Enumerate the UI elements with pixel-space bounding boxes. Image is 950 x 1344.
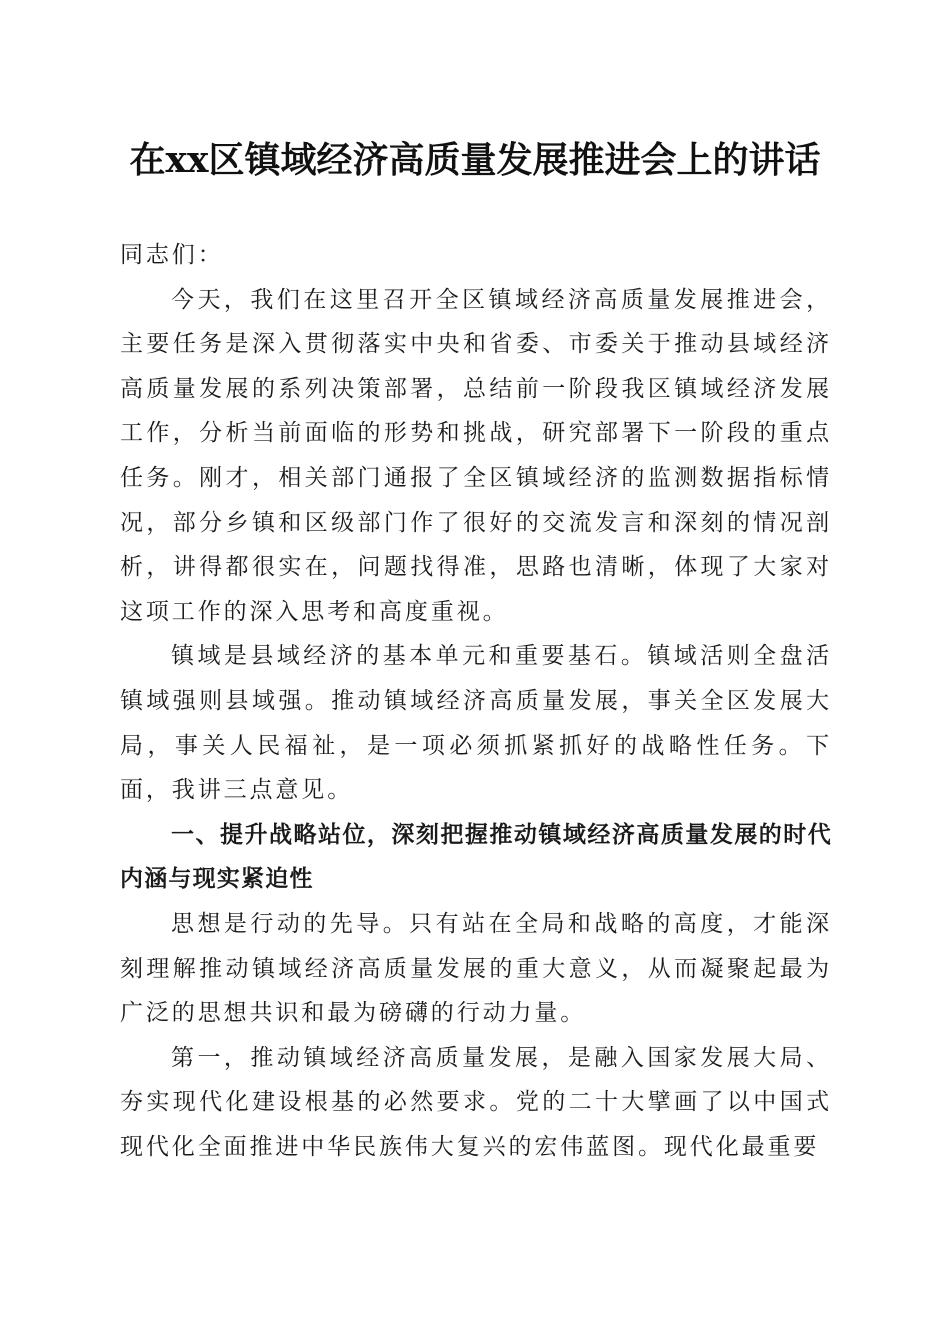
salutation: 同志们：	[120, 242, 224, 268]
paragraph-opening: 今天，我们在这里召开全区镇域经济高质量发展推进会，主要任务是深入贯彻落实中央和省委、市委关于推动县域经济高质量发展的系列决策部署，总结前一阶段我区镇域经济发展工作，分析当前面临的形势和挑战，研究部署下一阶段的重点任务。刚才，相关部门通报了全区镇域经济的监测数据指标情况，部分乡镇和区级部门作了很好的交流发言和深刻的情况剖析，讲得都很实在，问题找得准，思路也清晰，体现了大家对这项工作的深入思考和高度重视。	[120, 286, 832, 625]
paragraph-thought: 思想是行动的先导。只有站在全局和战略的高度，才能深刻理解推动镇域经济高质量发展的重大意义，从而凝聚起最为广泛的思想共识和最为磅礴的行动力量。	[120, 910, 832, 1027]
paragraph-first-point: 第一，推动镇域经济高质量发展，是融入国家发展大局、夯实现代化建设根基的必然要求。党的二十大擘画了以中国式现代化全面推进中华民族伟大复兴的宏伟蓝图。现代化最重要	[120, 1044, 832, 1160]
document-title: 在xx区镇域经济高质量发展推进会上的讲话	[129, 139, 821, 181]
document-body	[120, 233, 832, 1169]
paragraph-significance: 镇域是县域经济的基本单元和重要基石。镇域活则全盘活镇域强则县域强。推动镇域经济高质量发展，事关全区发展大局，事关人民福祉，是一项必须抓紧抓好的战略性任务。下面，我讲三点意见。	[120, 643, 832, 804]
section-heading-1: 一、提升战略站位，深刻把握推动镇域经济高质量发展的时代内涵与现实紧迫性	[120, 821, 832, 893]
